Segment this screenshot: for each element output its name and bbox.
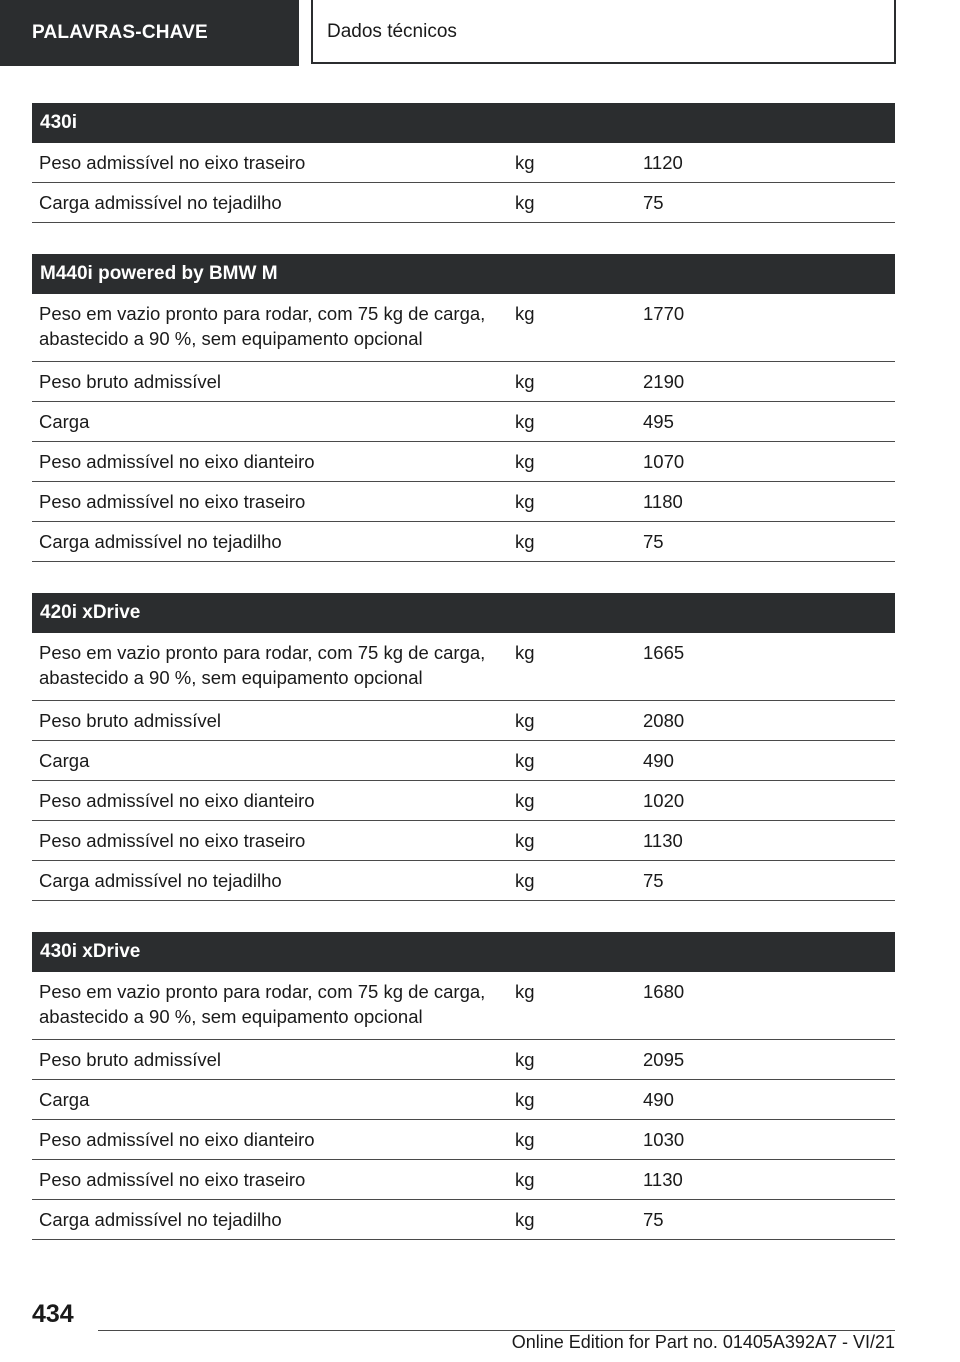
spec-value: 1665 [643, 642, 685, 663]
table-row [32, 522, 895, 562]
spec-label: Peso bruto admissível [39, 710, 222, 731]
model-heading: M440i powered by BMW M [32, 254, 895, 294]
footer-divider [98, 1330, 895, 1331]
spec-value: 1130 [643, 1169, 683, 1190]
spec-unit: kg [515, 303, 535, 324]
spec-unit: kg [515, 1129, 535, 1150]
table-row [32, 183, 895, 223]
spec-value: 1770 [643, 303, 685, 324]
table-row [32, 1160, 895, 1200]
spec-unit: kg [515, 192, 535, 213]
spec-label: Peso admissível no eixo traseiro [39, 152, 306, 173]
spec-value: 490 [643, 750, 674, 771]
spec-table [32, 593, 895, 901]
spec-value: 75 [643, 192, 664, 213]
spec-label: Peso em vazio pronto para rodar, com 75 kg de carga, abastecido a 90 %, sem equipamento opcional [39, 981, 486, 1027]
spec-value: 1180 [643, 491, 683, 512]
table-row [32, 1120, 895, 1160]
spec-label: Peso bruto admissível [39, 1049, 222, 1070]
spec-unit: kg [515, 1049, 535, 1070]
spec-unit: kg [515, 1209, 535, 1230]
table-row [32, 143, 895, 183]
table-row [32, 821, 895, 861]
spec-value: 2080 [643, 710, 685, 731]
spec-unit: kg [515, 790, 535, 811]
page-number: 434 [32, 1300, 74, 1328]
spec-value: 1130 [643, 830, 683, 851]
spec-label: Peso admissível no eixo traseiro [39, 1169, 306, 1190]
spec-unit: kg [515, 451, 535, 472]
page-header [0, 0, 960, 66]
table-row [32, 633, 895, 701]
table-row [32, 294, 895, 362]
spec-value: 1020 [643, 790, 685, 811]
spec-value: 75 [643, 870, 664, 891]
spec-value: 1680 [643, 981, 685, 1002]
spec-label: Peso em vazio pronto para rodar, com 75 kg de carga, abastecido a 90 %, sem equipamento opcional [39, 303, 486, 349]
spec-value: 1070 [643, 451, 685, 472]
spec-label: Carga admissível no tejadilho [39, 192, 282, 213]
technical-data-tables [32, 103, 895, 1271]
table-row [32, 402, 895, 442]
spec-value: 75 [643, 1209, 664, 1230]
spec-unit: kg [515, 491, 535, 512]
spec-unit: kg [515, 1169, 535, 1190]
table-row [32, 1040, 895, 1080]
spec-unit: kg [515, 371, 535, 392]
spec-unit: kg [515, 870, 535, 891]
spec-label: Peso admissível no eixo dianteiro [39, 451, 315, 472]
model-heading: 430i [32, 103, 895, 143]
spec-value: 1030 [643, 1129, 685, 1150]
spec-label: Carga admissível no tejadilho [39, 1209, 282, 1230]
spec-label: Peso admissível no eixo traseiro [39, 830, 306, 851]
table-row [32, 972, 895, 1040]
table-row [32, 362, 895, 402]
spec-label: Peso bruto admissível [39, 371, 222, 392]
spec-value: 2190 [643, 371, 685, 392]
spec-unit: kg [515, 750, 535, 771]
table-row [32, 741, 895, 781]
spec-label: Peso em vazio pronto para rodar, com 75 kg de carga, abastecido a 90 %, sem equipamento opcional [39, 642, 486, 688]
model-heading: 430i xDrive [32, 932, 895, 972]
spec-label: Peso admissível no eixo dianteiro [39, 1129, 315, 1150]
spec-value: 1120 [643, 152, 683, 173]
spec-table [32, 254, 895, 562]
spec-label: Peso admissível no eixo traseiro [39, 491, 306, 512]
spec-unit: kg [515, 152, 535, 173]
spec-table [32, 103, 895, 223]
spec-unit: kg [515, 531, 535, 552]
spec-unit: kg [515, 830, 535, 851]
spec-label: Carga [39, 750, 90, 771]
table-row [32, 442, 895, 482]
spec-unit: kg [515, 981, 535, 1002]
table-row [32, 1200, 895, 1240]
spec-label: Carga [39, 411, 90, 432]
spec-label: Peso admissível no eixo dianteiro [39, 790, 315, 811]
spec-table [32, 932, 895, 1240]
table-row [32, 861, 895, 901]
spec-value: 495 [643, 411, 674, 432]
spec-unit: kg [515, 642, 535, 663]
table-row [32, 482, 895, 522]
table-row [32, 1080, 895, 1120]
table-row [32, 701, 895, 741]
spec-unit: kg [515, 411, 535, 432]
spec-value: 75 [643, 531, 664, 552]
table-row [32, 781, 895, 821]
spec-unit: kg [515, 1089, 535, 1110]
spec-value: 490 [643, 1089, 674, 1110]
keyword-tab[interactable]: PALAVRAS-CHAVE [0, 0, 299, 66]
spec-label: Carga admissível no tejadilho [39, 531, 282, 552]
model-heading: 420i xDrive [32, 593, 895, 633]
spec-label: Carga admissível no tejadilho [39, 870, 282, 891]
edition-note: Online Edition for Part no. 01405A392A7 - VI/21 [511, 1332, 895, 1352]
chapter-title: Dados técnicos [311, 0, 896, 64]
spec-unit: kg [515, 710, 535, 731]
spec-label: Carga [39, 1089, 90, 1110]
spec-value: 2095 [643, 1049, 685, 1070]
